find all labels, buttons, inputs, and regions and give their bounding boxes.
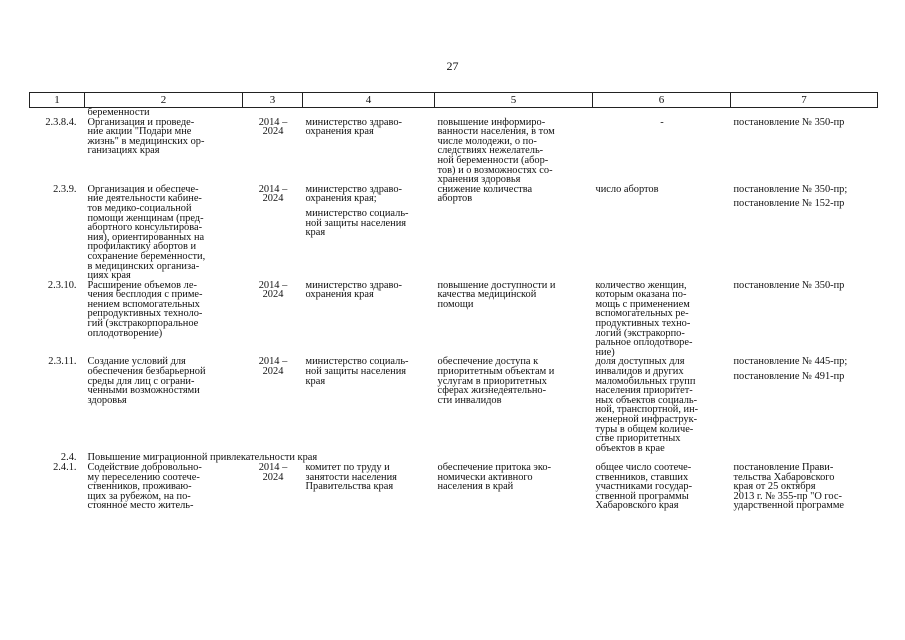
table-row [30,357,878,453]
text-line: количество женщин, [595,279,687,291]
text-line: инвалидов и других [595,366,684,378]
text-line: жизнь" в медицинских ор- [87,135,205,147]
measure-text [85,281,243,358]
item-number: 2.3.11. [48,356,77,368]
text-line: услугам в приоритетных [437,375,547,387]
text-line: приоритетным объектам и [437,366,555,378]
indicator-cell [593,185,731,281]
result-cell [435,281,593,358]
text-line: здоровья [87,394,127,406]
executor-cell [303,281,435,358]
text-line: ной защиты населения [305,366,407,378]
result-cell [435,357,593,453]
text-line: чения бесплодия с приме- [87,289,203,301]
result-cell [435,463,593,511]
column-header: 2 [85,93,243,108]
text-line: циях края [87,270,131,282]
measure-text [85,118,243,185]
text-line: 2014 – [258,461,288,473]
text-line: охранения края [305,126,374,138]
text-line: женерной инфраструк- [595,414,698,425]
text-line: гий (экстракорпоральное [87,318,199,330]
text-line: - [660,116,664,128]
text-line: населения приоритет- [595,385,693,397]
text-line: числе молодежи, о по- [437,135,537,147]
text-line: участниками государ- [595,481,693,493]
measures-table [29,92,878,511]
text-line: мощь с применением [595,298,690,310]
column-header: 5 [435,93,593,108]
text-line: постановление № 491-пр [733,371,845,383]
text-line: охранения края; [305,193,377,205]
period-cell [243,185,303,281]
text-line: занятости населения [305,471,397,483]
text-line: постановление Прави- [733,461,834,473]
text-line: ственников, ставших [595,471,689,483]
text-line: сохранение беременности, [87,250,206,262]
text-line: постановление № 152-пр [733,198,845,210]
table-row [30,463,878,511]
column-number-header-row [30,93,878,108]
text-line: населения в край [437,481,514,493]
text-line: туры в общем количе- [595,423,694,435]
text-line: ние акции "Подари мне [87,126,192,138]
text-line: ние) [595,346,615,358]
text-line: обеспечение доступа к [437,356,539,368]
text-line: му переселению соотече- [87,471,200,483]
text-line: абортного консультирова- [87,222,203,234]
text-line: снижение количества [437,183,533,195]
text-line: края [305,227,326,239]
text-line: сти инвалидов [437,394,502,406]
text-line: 2024 [262,471,284,483]
text-line: продуктивных техно- [595,318,691,330]
text-line: 2024 [262,289,284,301]
text-line: ральное оплодотворе- [595,337,693,349]
text-line: сферах жизнедеятельно- [437,385,547,397]
executor-cell [303,463,435,511]
text-line: ченными возможностями [87,385,200,397]
legal-act-cell [731,357,878,453]
text-line: 2024 [262,366,284,378]
column-header: 4 [303,93,435,108]
text-line: ных объектов социаль- [595,394,698,406]
column-header: 1 [30,93,85,108]
text-line: которым оказана по- [595,289,687,301]
indicator-cell [593,463,731,511]
item-number: 2.3.8.4. [45,116,77,128]
text-line: ственной программы [595,490,689,502]
item-number: 2.4.1. [53,461,77,473]
period-cell [243,357,303,453]
text-line: доля доступных для [595,356,685,368]
text-line: постановление № 445-пр; [733,356,848,368]
column-header: 6 [593,93,731,108]
text-line: Организация и обеспече- [87,183,199,195]
text-line: ния), ориентированных на [87,231,205,243]
text-line: Организация и проведе- [87,116,195,128]
legal-act-cell [731,185,878,281]
text-line: объектов в крае [595,442,665,454]
text-line: ной беременности (абор- [437,154,549,166]
text-line: министерство здраво- [305,183,402,195]
text-line: профилактику абортов и [87,241,197,253]
text-line: хранения здоровья [437,174,521,186]
table-row [30,185,878,281]
text-line: 2013 г. № 355-пр "О гос- [733,490,842,502]
text-line: помощи [437,298,474,310]
section-number: 2.4. [60,452,77,464]
legal-act-cell [731,118,878,185]
text-line: Расширение объемов ле- [87,279,197,291]
text-line: постановление № 350-пр; [733,183,848,195]
period-cell [243,281,303,358]
executor-cell [303,357,435,453]
text-line: тов) и о возможностях со- [437,164,553,176]
executor-cell [303,118,435,185]
text-line: министерство здраво- [305,279,402,291]
text-line: Создание условий для [87,356,186,368]
legal-act-cell [731,281,878,358]
text-line: ной, транспортной, ин- [595,404,699,416]
text-line: Хабаровского края [595,500,679,512]
text-line: ганизациях края [87,145,160,157]
text-line: повышение доступности и [437,279,556,291]
text-line: ственников, проживаю- [87,481,192,493]
text-line: комитет по труду и [305,461,390,473]
text-line: постановление № 350-пр [733,116,845,128]
text-line: повышение информиро- [437,116,546,128]
text-line: число абортов [595,183,659,195]
text-line: ние деятельности кабине- [87,193,202,205]
page-number: 27 [446,59,459,73]
text-line: 2024 [262,126,284,138]
text-line: министерство здраво- [305,116,402,128]
text-line: качества медицинской [437,289,537,301]
text-line: 2014 – [258,279,288,291]
text-line: края от 25 октября [733,481,816,493]
text-line: стоянное место житель- [87,500,194,512]
column-header: 3 [243,93,303,108]
column-header: 7 [731,93,878,108]
legal-act-cell [731,463,878,511]
text-line: беременности [87,107,150,118]
text-line: номически активного [437,471,533,483]
indicator-cell [593,281,731,358]
table-row [30,118,878,185]
item-number: 2.3.10. [47,279,77,291]
text-line: 2014 – [258,356,288,368]
text-line: постановление № 350-пр [733,279,845,291]
text-line: охранения края [305,289,374,301]
text-line: министерство социаль- [305,356,409,368]
text-line: края [305,375,326,387]
result-cell [435,118,593,185]
text-line: обеспечение притока эко- [437,461,552,473]
measure-text [85,463,243,511]
indicator-cell [593,357,731,453]
text-line: министерство социаль- [305,207,409,219]
text-line: Правительства края [305,481,394,493]
table-row [30,281,878,358]
text-line: 2014 – [258,183,288,195]
indicator-cell [593,118,731,185]
text-line: среды для лиц с ограни- [87,375,195,387]
text-line: тов медико-социальной [87,202,192,214]
text-line: в медицинских организа- [87,260,200,272]
text-line: тельства Хабаровского [733,471,835,483]
result-cell [435,185,593,281]
text-line: Содействие добровольно- [87,461,202,473]
text-line: щих за рубежом, на по- [87,490,191,502]
text-line: общее число соотече- [595,461,692,473]
text-line: абортов [437,193,473,205]
measure-text [85,357,243,453]
text-line: нением вспомогательных [87,298,200,310]
text-line: маломобильных групп [595,375,696,387]
text-line: помощи женщинам (пред- [87,212,204,224]
text-line: ударственной программе [733,500,845,512]
text-line: стве приоритетных [595,433,681,445]
text-line: следствиях нежелатель- [437,145,544,157]
section-title: Повышение миграционной привлекательности края [87,452,318,464]
text-line: 2024 [262,193,284,205]
text-line: обеспечения безбарьерной [87,366,206,378]
text-line: репродуктивных техноло- [87,308,203,320]
measure-text [85,185,243,281]
text-line: ванности населения, в том [437,126,555,138]
text-line: оплодотворение) [87,327,163,339]
executor-cell [303,185,435,281]
text-line: ной защиты населения [305,217,407,229]
item-number: 2.3.9. [53,183,77,195]
period-cell [243,118,303,185]
period-cell [243,463,303,511]
text-line: логий (экстракорпо- [595,327,685,339]
text-line: вспомогательных ре- [595,308,689,320]
text-line: 2014 – [258,116,288,128]
